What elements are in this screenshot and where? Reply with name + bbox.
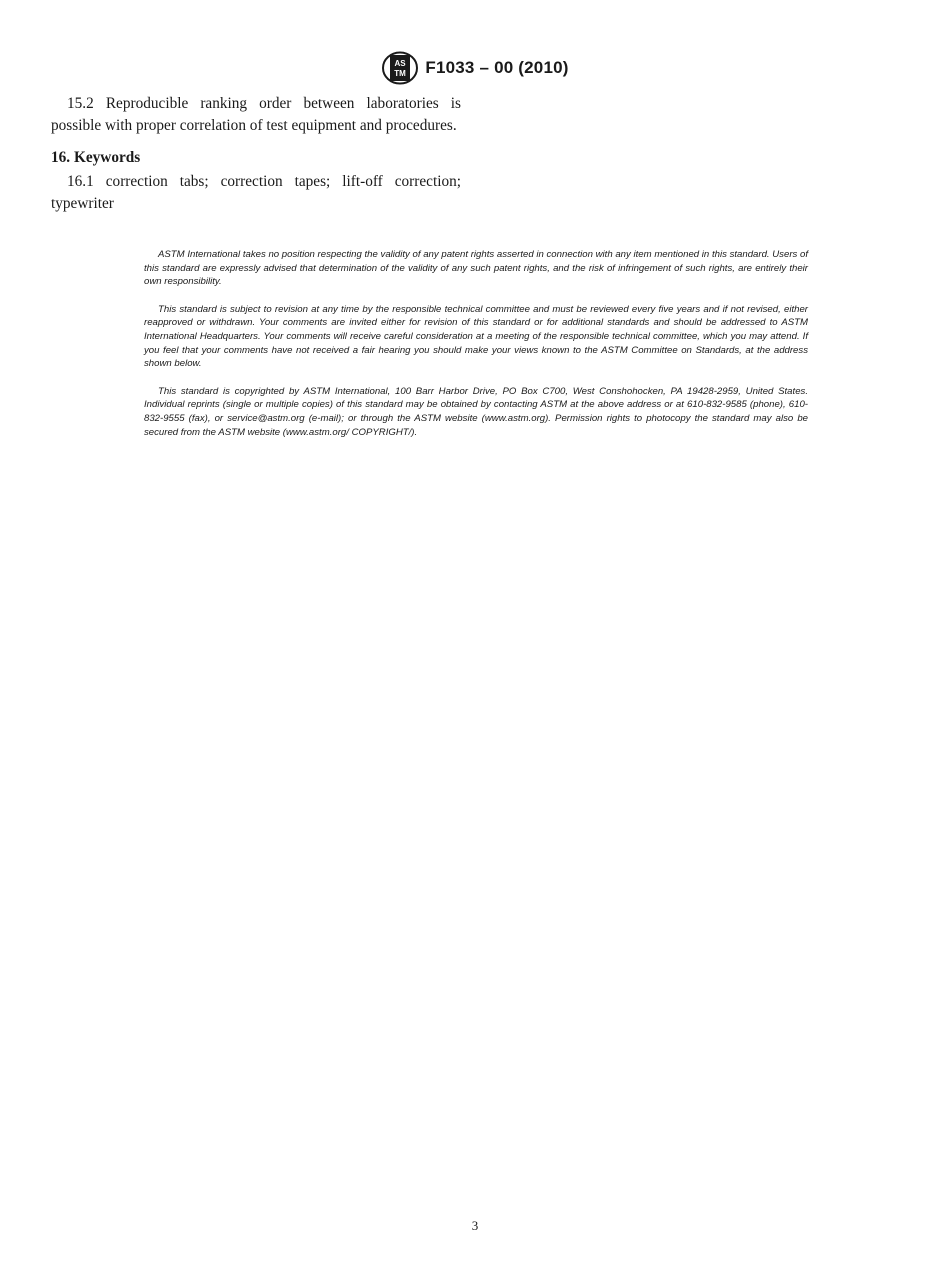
section-16-1: 16.1 correction tabs; correction tapes; lift-off correction; typewriter: [51, 173, 461, 212]
svg-text:TM: TM: [394, 69, 407, 78]
revision-notice: This standard is subject to revision at any time by the responsible technical committee and must be reviewed every five years and if not revised, either reapproved or withdrawn. Your comments are invited either for revision of this standard or for additional standards and should be addressed to ASTM International Headquarters. Your comments will receive careful consideration at a meeting of the responsible technical committee, which you may attend. If you feel that your comments have not received a fair hearing you should make your views known to the ASTM Committee on Standards, at the address shown below.: [144, 303, 808, 370]
svg-text:AS: AS: [394, 59, 406, 68]
astm-logo-icon: [381, 51, 419, 85]
copyright-notice: This standard is copyrighted by ASTM International, 100 Barr Harbor Drive, PO Box C700, West Conshohocken, PA 19428-2959, United States. Individual reprints (single or multiple copies) of this standard may be obtained by contacting ASTM at the above address or at 610-832-9585 (phone), 610-832-9555 (fax), or service@astm.org (e-mail); or through the ASTM website (www.astm.org). Permission rights to photocopy the standard may also be secured from the ASTM website (www.astm.org/ COPYRIGHT/).: [144, 385, 808, 438]
legal-notices: [144, 248, 808, 453]
patent-notice: ASTM International takes no position respecting the validity of any patent rights asserted in connection with any item mentioned in this standard. Users of this standard are expressly advised that determination of the validity of any such patent rights, and the risk of infringement of such rights, are entirely their own responsibility.: [144, 249, 808, 288]
section-15-2: 15.2 Reproducible ranking order between laboratories is possible with proper correlation of test equipment and procedures.: [51, 95, 461, 134]
page-header: [0, 50, 950, 86]
body-column: [51, 93, 461, 215]
section-16-heading: 16. Keywords: [51, 149, 141, 166]
page-number: 3: [471, 1218, 479, 1233]
document-designation: F1033 – 00 (2010): [425, 58, 569, 77]
